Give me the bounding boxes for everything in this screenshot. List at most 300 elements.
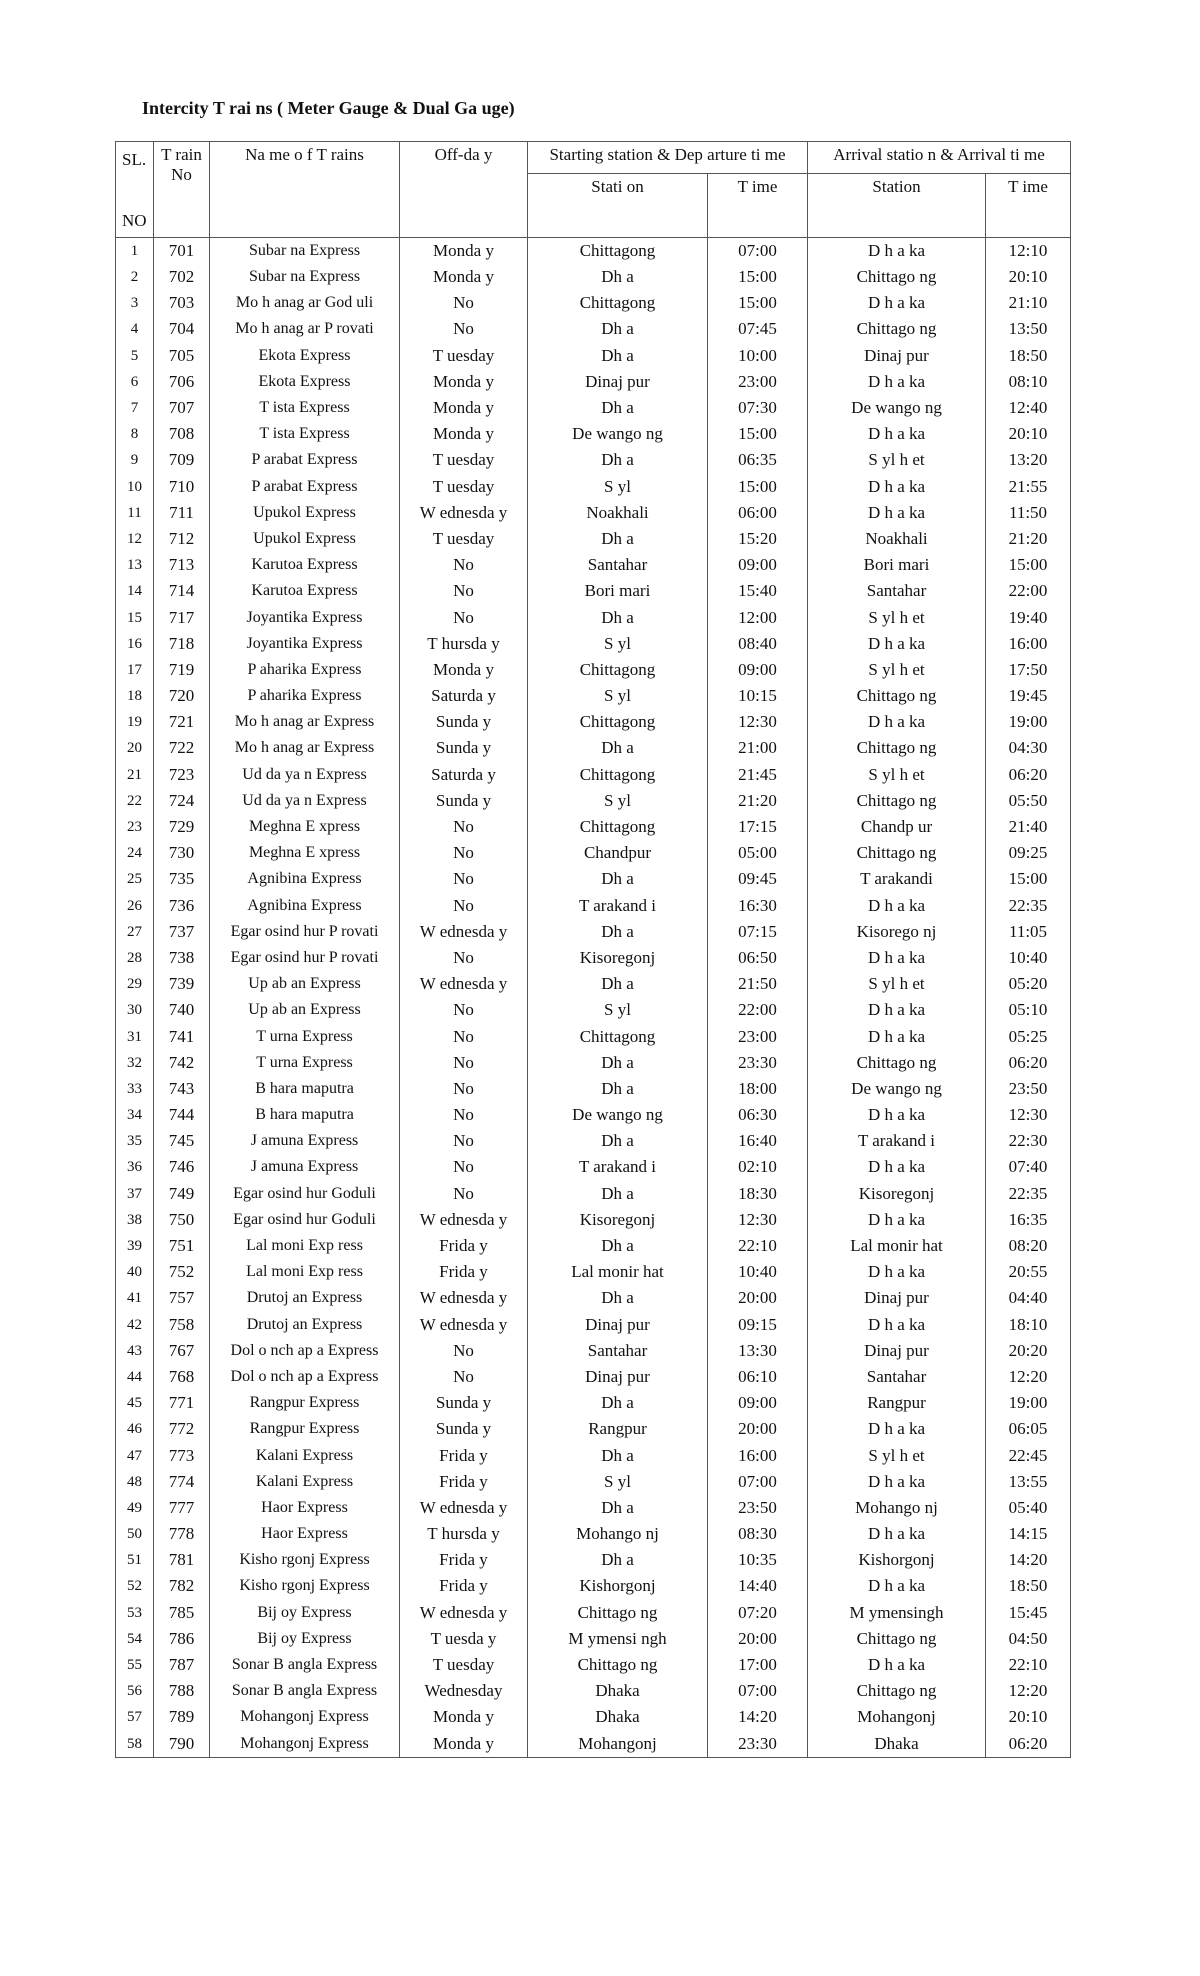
off-day-cell: No: [400, 604, 528, 630]
table-row: [116, 1521, 1071, 1547]
dep-time-cell: 21:50: [708, 971, 808, 997]
off-day-cell: Monda y: [400, 421, 528, 447]
sl-cell: 52: [116, 1573, 154, 1599]
train-no-cell: 709: [154, 447, 210, 473]
train-name-cell: Ekota Express: [210, 343, 400, 369]
arr-station-cell: D h a ka: [808, 1102, 986, 1128]
sl-cell: 41: [116, 1285, 154, 1311]
sl-cell: 12: [116, 526, 154, 552]
sl-cell: 47: [116, 1442, 154, 1468]
arr-time-cell: 13:50: [986, 316, 1071, 342]
train-name-cell: P arabat Express: [210, 473, 400, 499]
sl-cell: 28: [116, 945, 154, 971]
off-day-cell: No: [400, 316, 528, 342]
dep-time-cell: 08:30: [708, 1521, 808, 1547]
arr-station-cell: M ymensingh: [808, 1600, 986, 1626]
train-no-cell: 789: [154, 1704, 210, 1730]
off-day-cell: No: [400, 552, 528, 578]
dep-station-cell: Chittagong: [528, 762, 708, 788]
off-day-cell: Monda y: [400, 1730, 528, 1757]
off-day-cell: Monda y: [400, 237, 528, 264]
arr-station-cell: T arakandi: [808, 866, 986, 892]
arr-station-cell: Dinaj pur: [808, 1285, 986, 1311]
arr-time-cell: 20:20: [986, 1338, 1071, 1364]
table-row: [116, 1311, 1071, 1337]
table-row: [116, 945, 1071, 971]
header-train-name: Na me o f T rains: [210, 142, 400, 238]
dep-time-cell: 14:40: [708, 1573, 808, 1599]
dep-station-cell: Dh a: [528, 1050, 708, 1076]
table-row: [116, 1704, 1071, 1730]
arr-station-cell: D h a ka: [808, 1023, 986, 1049]
arr-station-cell: Kishorgonj: [808, 1547, 986, 1573]
train-name-cell: Up ab an Express: [210, 971, 400, 997]
header-dep-station-label: Stati on: [591, 176, 644, 196]
dep-station-cell: Santahar: [528, 1338, 708, 1364]
arr-time-cell: 06:20: [986, 1730, 1071, 1757]
table-row: [116, 1364, 1071, 1390]
arr-time-cell: 10:40: [986, 945, 1071, 971]
train-no-cell: 705: [154, 343, 210, 369]
table-row: [116, 1416, 1071, 1442]
dep-time-cell: 15:40: [708, 578, 808, 604]
arr-time-cell: 08:10: [986, 369, 1071, 395]
dep-time-cell: 20:00: [708, 1285, 808, 1311]
off-day-cell: T uesday: [400, 343, 528, 369]
off-day-cell: Monda y: [400, 1704, 528, 1730]
sl-cell: 44: [116, 1364, 154, 1390]
train-name-cell: T urna Express: [210, 1023, 400, 1049]
off-day-cell: Saturda y: [400, 683, 528, 709]
off-day-cell: Monda y: [400, 264, 528, 290]
table-row: [116, 1573, 1071, 1599]
off-day-cell: No: [400, 578, 528, 604]
train-no-cell: 707: [154, 395, 210, 421]
dep-time-cell: 07:30: [708, 395, 808, 421]
train-no-cell: 786: [154, 1626, 210, 1652]
table-row: [116, 1338, 1071, 1364]
table-row: [116, 395, 1071, 421]
off-day-cell: T uesday: [400, 526, 528, 552]
dep-station-cell: S yl: [528, 1469, 708, 1495]
arr-time-cell: 11:05: [986, 919, 1071, 945]
train-name-cell: Mo h anag ar Express: [210, 709, 400, 735]
arr-station-cell: Chittago ng: [808, 788, 986, 814]
train-name-cell: Mohangonj Express: [210, 1730, 400, 1757]
dep-time-cell: 07:00: [708, 1678, 808, 1704]
dep-time-cell: 17:00: [708, 1652, 808, 1678]
dep-time-cell: 15:00: [708, 264, 808, 290]
train-name-cell: Kisho rgonj Express: [210, 1573, 400, 1599]
train-no-cell: 729: [154, 814, 210, 840]
dep-station-cell: Dh a: [528, 1547, 708, 1573]
dep-time-cell: 07:45: [708, 316, 808, 342]
dep-station-cell: Chandpur: [528, 840, 708, 866]
arr-time-cell: 04:50: [986, 1626, 1071, 1652]
arr-station-cell: De wango ng: [808, 1076, 986, 1102]
arr-station-cell: Santahar: [808, 1364, 986, 1390]
off-day-cell: Sunda y: [400, 1416, 528, 1442]
train-no-cell: 790: [154, 1730, 210, 1757]
header-train-no: T rain No: [154, 142, 210, 238]
train-name-cell: Subar na Express: [210, 264, 400, 290]
dep-time-cell: 16:40: [708, 1128, 808, 1154]
off-day-cell: Frida y: [400, 1259, 528, 1285]
sl-cell: 53: [116, 1600, 154, 1626]
dep-time-cell: 06:10: [708, 1364, 808, 1390]
table-row: [116, 971, 1071, 997]
table-body: [116, 237, 1071, 1757]
arr-time-cell: 22:10: [986, 1652, 1071, 1678]
table-row: [116, 919, 1071, 945]
table-row: [116, 709, 1071, 735]
train-name-cell: J amuna Express: [210, 1154, 400, 1180]
sl-cell: 46: [116, 1416, 154, 1442]
train-no-cell: 773: [154, 1442, 210, 1468]
arr-station-cell: S yl h et: [808, 604, 986, 630]
dep-station-cell: Noakhali: [528, 500, 708, 526]
table-row: [116, 1181, 1071, 1207]
arr-time-cell: 05:25: [986, 1023, 1071, 1049]
table-row: [116, 866, 1071, 892]
dep-station-cell: Chittagong: [528, 814, 708, 840]
table-row: [116, 1154, 1071, 1180]
arr-time-cell: 20:55: [986, 1259, 1071, 1285]
dep-time-cell: 05:00: [708, 840, 808, 866]
arr-station-cell: Kisorego nj: [808, 919, 986, 945]
sl-cell: 14: [116, 578, 154, 604]
arr-station-cell: S yl h et: [808, 657, 986, 683]
train-no-cell: 718: [154, 631, 210, 657]
train-name-cell: Meghna E xpress: [210, 840, 400, 866]
table-row: [116, 1652, 1071, 1678]
train-name-cell: J amuna Express: [210, 1128, 400, 1154]
off-day-cell: W ednesda y: [400, 919, 528, 945]
arr-time-cell: 09:25: [986, 840, 1071, 866]
sl-cell: 36: [116, 1154, 154, 1180]
header-arr-station: Station: [808, 173, 986, 237]
off-day-cell: No: [400, 290, 528, 316]
arr-time-cell: 12:20: [986, 1678, 1071, 1704]
dep-time-cell: 09:45: [708, 866, 808, 892]
header-arr-time: T ime: [986, 173, 1071, 237]
arr-station-cell: D h a ka: [808, 1469, 986, 1495]
dep-time-cell: 06:00: [708, 500, 808, 526]
dep-time-cell: 22:10: [708, 1233, 808, 1259]
arr-time-cell: 07:40: [986, 1154, 1071, 1180]
off-day-cell: No: [400, 1128, 528, 1154]
arr-station-cell: De wango ng: [808, 395, 986, 421]
dep-time-cell: 06:50: [708, 945, 808, 971]
dep-station-cell: Chittagong: [528, 709, 708, 735]
header-arrival-group: Arrival statio n & Arrival ti me: [808, 142, 1071, 174]
off-day-cell: No: [400, 945, 528, 971]
arr-station-cell: Noakhali: [808, 526, 986, 552]
train-name-cell: Lal moni Exp ress: [210, 1233, 400, 1259]
train-name-cell: Egar osind hur Goduli: [210, 1207, 400, 1233]
table-row: [116, 1128, 1071, 1154]
dep-station-cell: Chittagong: [528, 657, 708, 683]
arr-station-cell: D h a ka: [808, 421, 986, 447]
arr-time-cell: 12:20: [986, 1364, 1071, 1390]
arr-station-cell: D h a ka: [808, 997, 986, 1023]
sl-cell: 17: [116, 657, 154, 683]
dep-station-cell: Dhaka: [528, 1704, 708, 1730]
train-no-cell: 737: [154, 919, 210, 945]
dep-station-cell: Rangpur: [528, 1416, 708, 1442]
arr-time-cell: 20:10: [986, 264, 1071, 290]
train-name-cell: Kalani Express: [210, 1469, 400, 1495]
off-day-cell: No: [400, 814, 528, 840]
table-row: [116, 1730, 1071, 1757]
arr-station-cell: Dhaka: [808, 1730, 986, 1757]
table-row: [116, 657, 1071, 683]
dep-station-cell: Bori mari: [528, 578, 708, 604]
table-header: [116, 142, 1071, 238]
header-starting-group: Starting station & Dep arture ti me: [528, 142, 808, 174]
arr-station-cell: Rangpur: [808, 1390, 986, 1416]
dep-station-cell: S yl: [528, 788, 708, 814]
train-no-cell: 774: [154, 1469, 210, 1495]
arr-time-cell: 20:10: [986, 421, 1071, 447]
dep-station-cell: Dh a: [528, 264, 708, 290]
train-no-cell: 730: [154, 840, 210, 866]
train-name-cell: Karutoa Express: [210, 578, 400, 604]
train-no-cell: 738: [154, 945, 210, 971]
arr-station-cell: S yl h et: [808, 447, 986, 473]
train-no-cell: 771: [154, 1390, 210, 1416]
dep-time-cell: 16:30: [708, 892, 808, 918]
train-name-cell: Mohangonj Express: [210, 1704, 400, 1730]
table-row: [116, 814, 1071, 840]
train-no-cell: 735: [154, 866, 210, 892]
train-name-cell: Dol o nch ap a Express: [210, 1338, 400, 1364]
table-row: [116, 1076, 1071, 1102]
train-no-cell: 741: [154, 1023, 210, 1049]
arr-station-cell: D h a ka: [808, 290, 986, 316]
sl-cell: 19: [116, 709, 154, 735]
arr-station-cell: S yl h et: [808, 1442, 986, 1468]
off-day-cell: Frida y: [400, 1469, 528, 1495]
arr-time-cell: 06:20: [986, 762, 1071, 788]
table-row: [116, 1469, 1071, 1495]
off-day-cell: Monda y: [400, 395, 528, 421]
table-row: [116, 1233, 1071, 1259]
sl-cell: 50: [116, 1521, 154, 1547]
dep-station-cell: Dh a: [528, 447, 708, 473]
sl-cell: 58: [116, 1730, 154, 1757]
train-name-cell: Upukol Express: [210, 500, 400, 526]
table-row: [116, 1390, 1071, 1416]
arr-time-cell: 18:50: [986, 343, 1071, 369]
arr-station-cell: Dinaj pur: [808, 343, 986, 369]
dep-time-cell: 09:00: [708, 657, 808, 683]
train-no-cell: 717: [154, 604, 210, 630]
arr-time-cell: 05:10: [986, 997, 1071, 1023]
dep-station-cell: Kishorgonj: [528, 1573, 708, 1599]
arr-station-cell: D h a ka: [808, 892, 986, 918]
train-name-cell: Lal moni Exp ress: [210, 1259, 400, 1285]
train-no-cell: 744: [154, 1102, 210, 1128]
dep-station-cell: Dh a: [528, 735, 708, 761]
dep-time-cell: 23:00: [708, 1023, 808, 1049]
train-name-cell: Kisho rgonj Express: [210, 1547, 400, 1573]
arr-station-cell: D h a ka: [808, 1521, 986, 1547]
arr-time-cell: 13:55: [986, 1469, 1071, 1495]
arr-station-cell: Mohango nj: [808, 1495, 986, 1521]
header-dep-time: T ime: [708, 173, 808, 237]
dep-station-cell: Dh a: [528, 1076, 708, 1102]
sl-cell: 21: [116, 762, 154, 788]
sl-cell: 56: [116, 1678, 154, 1704]
table-row: [116, 1678, 1071, 1704]
off-day-cell: Sunda y: [400, 709, 528, 735]
dep-station-cell: Dh a: [528, 971, 708, 997]
train-no-cell: 752: [154, 1259, 210, 1285]
dep-time-cell: 21:00: [708, 735, 808, 761]
dep-station-cell: Dh a: [528, 919, 708, 945]
off-day-cell: W ednesda y: [400, 1285, 528, 1311]
table-row: [116, 631, 1071, 657]
arr-time-cell: 14:20: [986, 1547, 1071, 1573]
train-no-cell: 788: [154, 1678, 210, 1704]
dep-time-cell: 07:20: [708, 1600, 808, 1626]
arr-station-cell: D h a ka: [808, 369, 986, 395]
dep-station-cell: M ymensi ngh: [528, 1626, 708, 1652]
train-no-cell: 739: [154, 971, 210, 997]
sl-cell: 10: [116, 473, 154, 499]
off-day-cell: Sunda y: [400, 1390, 528, 1416]
arr-station-cell: Mohangonj: [808, 1704, 986, 1730]
train-name-cell: B hara maputra: [210, 1102, 400, 1128]
dep-station-cell: Dh a: [528, 395, 708, 421]
arr-time-cell: 15:00: [986, 552, 1071, 578]
sl-cell: 5: [116, 343, 154, 369]
sl-cell: 57: [116, 1704, 154, 1730]
train-name-cell: Meghna E xpress: [210, 814, 400, 840]
off-day-cell: No: [400, 840, 528, 866]
sl-cell: 1: [116, 237, 154, 264]
sl-cell: 32: [116, 1050, 154, 1076]
train-name-cell: Subar na Express: [210, 237, 400, 264]
table-row: [116, 604, 1071, 630]
train-name-cell: B hara maputra: [210, 1076, 400, 1102]
train-no-cell: 706: [154, 369, 210, 395]
arr-station-cell: S yl h et: [808, 971, 986, 997]
page-title: Intercity T rai ns ( Meter Gauge & Dual Ga uge): [142, 98, 515, 118]
table-row: [116, 1207, 1071, 1233]
arr-station-cell: T arakand i: [808, 1128, 986, 1154]
arr-station-cell: Chittago ng: [808, 840, 986, 866]
train-name-cell: Egar osind hur Goduli: [210, 1181, 400, 1207]
dep-time-cell: 15:20: [708, 526, 808, 552]
dep-time-cell: 12:30: [708, 1207, 808, 1233]
off-day-cell: T hursda y: [400, 1521, 528, 1547]
off-day-cell: Frida y: [400, 1573, 528, 1599]
table-row: [116, 762, 1071, 788]
arr-time-cell: 13:20: [986, 447, 1071, 473]
dep-time-cell: 23:00: [708, 369, 808, 395]
train-no-cell: 714: [154, 578, 210, 604]
dep-time-cell: 07:00: [708, 237, 808, 264]
train-no-cell: 751: [154, 1233, 210, 1259]
off-day-cell: No: [400, 1181, 528, 1207]
off-day-cell: No: [400, 1102, 528, 1128]
off-day-cell: No: [400, 1076, 528, 1102]
train-name-cell: T ista Express: [210, 421, 400, 447]
train-name-cell: Drutoj an Express: [210, 1311, 400, 1337]
dep-station-cell: Chittagong: [528, 290, 708, 316]
sl-cell: 48: [116, 1469, 154, 1495]
sl-cell: 13: [116, 552, 154, 578]
dep-time-cell: 20:00: [708, 1416, 808, 1442]
train-no-cell: 785: [154, 1600, 210, 1626]
arr-time-cell: 20:10: [986, 1704, 1071, 1730]
sl-cell: 55: [116, 1652, 154, 1678]
table-row: [116, 788, 1071, 814]
sl-cell: 11: [116, 500, 154, 526]
table-row: [116, 447, 1071, 473]
train-no-cell: 745: [154, 1128, 210, 1154]
dep-station-cell: Mohangonj: [528, 1730, 708, 1757]
arr-station-cell: Santahar: [808, 578, 986, 604]
off-day-cell: T uesda y: [400, 1626, 528, 1652]
dep-station-cell: Dh a: [528, 1128, 708, 1154]
sl-cell: 35: [116, 1128, 154, 1154]
dep-time-cell: 14:20: [708, 1704, 808, 1730]
sl-cell: 22: [116, 788, 154, 814]
arr-time-cell: 05:40: [986, 1495, 1071, 1521]
train-name-cell: Mo h anag ar God uli: [210, 290, 400, 316]
dep-station-cell: Dh a: [528, 316, 708, 342]
dep-time-cell: 23:30: [708, 1730, 808, 1757]
arr-time-cell: 15:00: [986, 866, 1071, 892]
dep-time-cell: 21:45: [708, 762, 808, 788]
dep-station-cell: Dinaj pur: [528, 369, 708, 395]
train-name-cell: P aharika Express: [210, 683, 400, 709]
train-no-cell: 742: [154, 1050, 210, 1076]
sl-cell: 54: [116, 1626, 154, 1652]
dep-time-cell: 07:15: [708, 919, 808, 945]
arr-time-cell: 17:50: [986, 657, 1071, 683]
sl-cell: 15: [116, 604, 154, 630]
arr-time-cell: 16:00: [986, 631, 1071, 657]
train-name-cell: T urna Express: [210, 1050, 400, 1076]
train-name-cell: Sonar B angla Express: [210, 1678, 400, 1704]
sl-cell: 25: [116, 866, 154, 892]
dep-time-cell: 20:00: [708, 1626, 808, 1652]
dep-time-cell: 12:30: [708, 709, 808, 735]
off-day-cell: No: [400, 1023, 528, 1049]
dep-time-cell: 16:00: [708, 1442, 808, 1468]
train-no-cell: 757: [154, 1285, 210, 1311]
arr-time-cell: 22:00: [986, 578, 1071, 604]
dep-time-cell: 10:35: [708, 1547, 808, 1573]
dep-station-cell: Kisoregonj: [528, 1207, 708, 1233]
dep-time-cell: 02:10: [708, 1154, 808, 1180]
train-no-cell: 702: [154, 264, 210, 290]
off-day-cell: Frida y: [400, 1547, 528, 1573]
dep-station-cell: Chittago ng: [528, 1600, 708, 1626]
sl-cell: 33: [116, 1076, 154, 1102]
dep-station-cell: Kisoregonj: [528, 945, 708, 971]
off-day-cell: T hursda y: [400, 631, 528, 657]
table-row: [116, 1285, 1071, 1311]
dep-time-cell: 23:50: [708, 1495, 808, 1521]
arr-station-cell: Chittago ng: [808, 1050, 986, 1076]
off-day-cell: W ednesda y: [400, 500, 528, 526]
train-no-cell: 746: [154, 1154, 210, 1180]
